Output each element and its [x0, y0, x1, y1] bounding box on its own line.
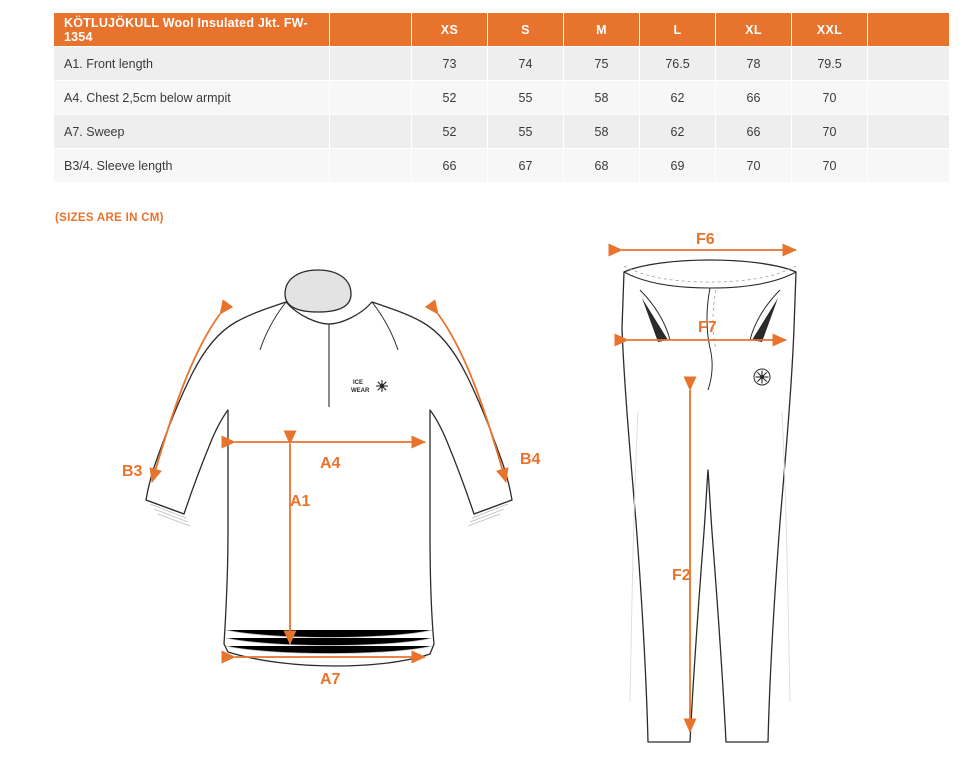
- cell-xxl: 79.5: [792, 47, 868, 81]
- label-b4: B4: [520, 451, 541, 468]
- pants-diagram: [580, 232, 840, 772]
- jacket-diagram: [100, 232, 580, 772]
- cell-xl: 78: [716, 47, 792, 81]
- cell-xs: 66: [412, 149, 488, 183]
- row-spacer: [330, 149, 412, 183]
- units-note: (SIZES ARE IN CM): [55, 212, 164, 224]
- size-header-s: S: [488, 13, 564, 47]
- row-tail-spacer: [868, 81, 950, 115]
- cell-m: 58: [564, 115, 640, 149]
- product-title: KÖTLUJÖKULL Wool Insulated Jkt. FW-1354: [54, 13, 330, 47]
- cell-xs: 52: [412, 115, 488, 149]
- size-header-m: M: [564, 13, 640, 47]
- row-tail-spacer: [868, 149, 950, 183]
- label-a1: A1: [290, 493, 311, 510]
- cell-m: 68: [564, 149, 640, 183]
- svg-text:ICE: ICE: [353, 380, 364, 386]
- measure-label: B3/4. Sleeve length: [54, 149, 330, 183]
- table-row: [54, 47, 950, 81]
- table-header-row: [54, 13, 950, 47]
- cell-s: 55: [488, 115, 564, 149]
- cell-l: 69: [640, 149, 716, 183]
- cell-xs: 52: [412, 81, 488, 115]
- cell-m: 75: [564, 47, 640, 81]
- cell-xs: 73: [412, 47, 488, 81]
- measure-label: A7. Sweep: [54, 115, 330, 149]
- row-tail-spacer: [868, 115, 950, 149]
- size-header-xs: XS: [412, 13, 488, 47]
- row-spacer: [330, 47, 412, 81]
- cell-xl: 66: [716, 81, 792, 115]
- cell-xxl: 70: [792, 81, 868, 115]
- header-tail-spacer: [868, 13, 950, 47]
- header-spacer: [330, 13, 412, 47]
- cell-l: 76.5: [640, 47, 716, 81]
- row-tail-spacer: [868, 47, 950, 81]
- svg-text:WEAR: WEAR: [351, 388, 370, 394]
- table-row: [54, 149, 950, 183]
- cell-xxl: 70: [792, 115, 868, 149]
- figures-area: [0, 232, 960, 782]
- label-f2: F2: [672, 567, 691, 584]
- cell-l: 62: [640, 81, 716, 115]
- cell-s: 55: [488, 81, 564, 115]
- cell-l: 62: [640, 115, 716, 149]
- hem-ribbing: [226, 630, 432, 654]
- measure-label: A4. Chest 2,5cm below armpit: [54, 81, 330, 115]
- label-b3: B3: [122, 463, 143, 480]
- cell-s: 67: [488, 149, 564, 183]
- measure-label: A1. Front length: [54, 47, 330, 81]
- cell-xl: 70: [716, 149, 792, 183]
- cell-xl: 66: [716, 115, 792, 149]
- table-row: [54, 115, 950, 149]
- row-spacer: [330, 115, 412, 149]
- size-header-l: L: [640, 13, 716, 47]
- size-header-xl: XL: [716, 13, 792, 47]
- size-table: [53, 12, 950, 183]
- label-f7: F7: [698, 319, 717, 336]
- size-header-xxl: XXL: [792, 13, 868, 47]
- cell-m: 58: [564, 81, 640, 115]
- snowflake-icon: [754, 369, 770, 385]
- cell-xxl: 70: [792, 149, 868, 183]
- cell-s: 74: [488, 47, 564, 81]
- label-a4: A4: [320, 455, 341, 472]
- table-row: [54, 81, 950, 115]
- label-a7: A7: [320, 671, 341, 688]
- row-spacer: [330, 81, 412, 115]
- label-f6: F6: [696, 232, 715, 248]
